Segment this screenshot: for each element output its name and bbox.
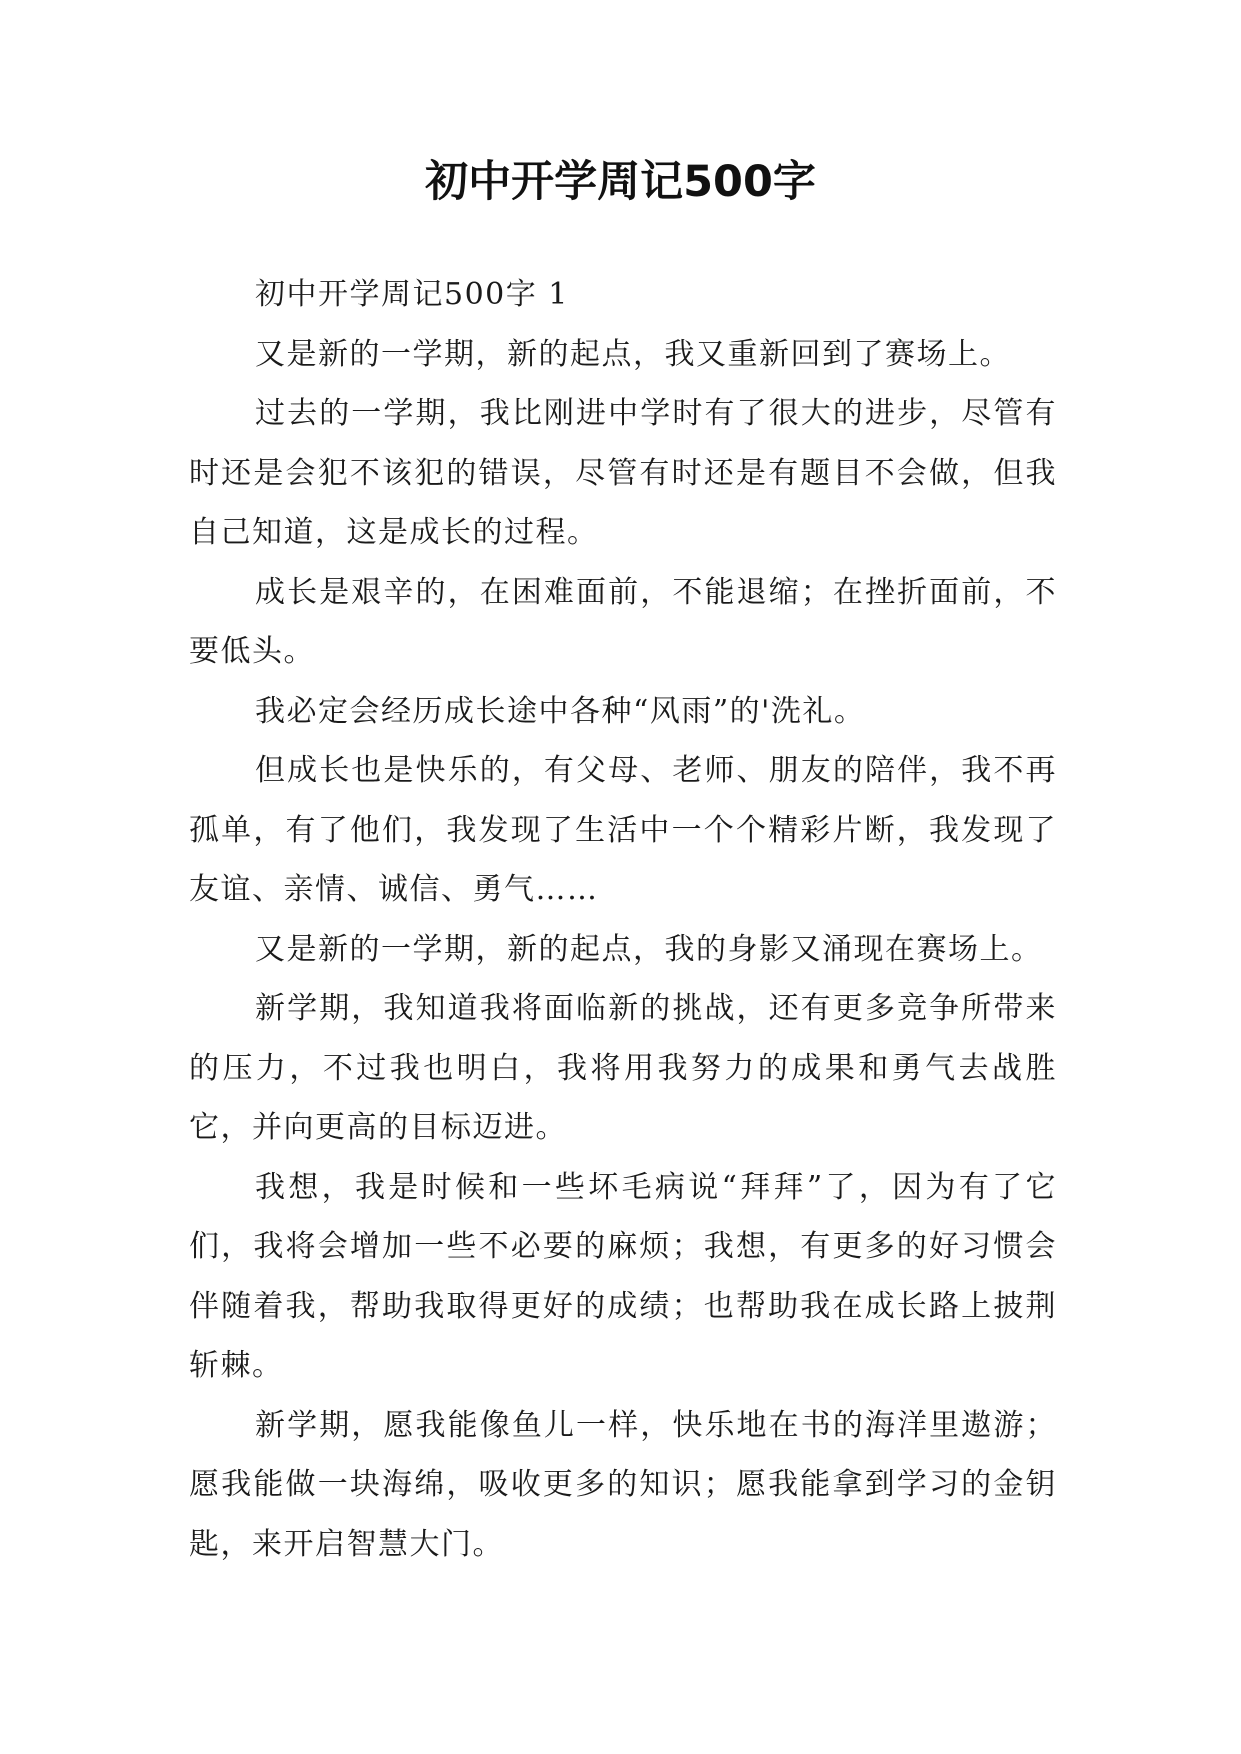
document-title: 初中开学周记500字 (425, 157, 816, 207)
paragraph: 我必定会经历成长途中各种“风雨”的'洗礼。 (255, 693, 866, 729)
paragraph: 又是新的一学期，新的起点，我又重新回到了赛场上。 (255, 336, 1011, 372)
paragraph: 过去的一学期，我比刚进中学时有了很大的进步，尽管有时还是会犯不该犯的错误，尽管有时还是有题目不会做，但我自己知道，这是成长的过程。 (189, 396, 1057, 550)
paragraph: 新学期，愿我能像鱼儿一样，快乐地在书的海洋里遨游；愿我能做一块海绵，吸收更多的知识；愿我能拿到学习的金钥匙，来开启智慧大门。 (189, 1407, 1057, 1562)
paragraph: 我想，我是时候和一些坏毛病说“拜拜”了，因为有了它们，我将会增加一些不必要的麻烦；我想，有更多的好习惯会伴随着我，帮助我取得更好的成绩；也帮助我在成长路上披荆斩棘。 (189, 1169, 1057, 1383)
paragraph: 成长是艰辛的，在困难面前，不能退缩；在挫折面前，不要低头。 (189, 574, 1057, 669)
paragraph: 又是新的一学期，新的起点，我的身影又涌现在赛场上。 (255, 931, 1043, 967)
paragraph: 但成长也是快乐的，有父母、老师、朋友的陪伴，我不再孤单，有了他们，我发现了生活中一个个精彩片断，我发现了友谊、亲情、诚信、勇气…… (189, 753, 1057, 907)
paragraph: 新学期，我知道我将面临新的挑战，还有更多竞争所带来的压力，不过我也明白，我将用我努力的成果和勇气去战胜它，并向更高的目标迈进。 (189, 991, 1057, 1145)
document-body (189, 265, 1057, 1574)
paragraph-heading: 初中开学周记500字 1 (255, 277, 569, 312)
